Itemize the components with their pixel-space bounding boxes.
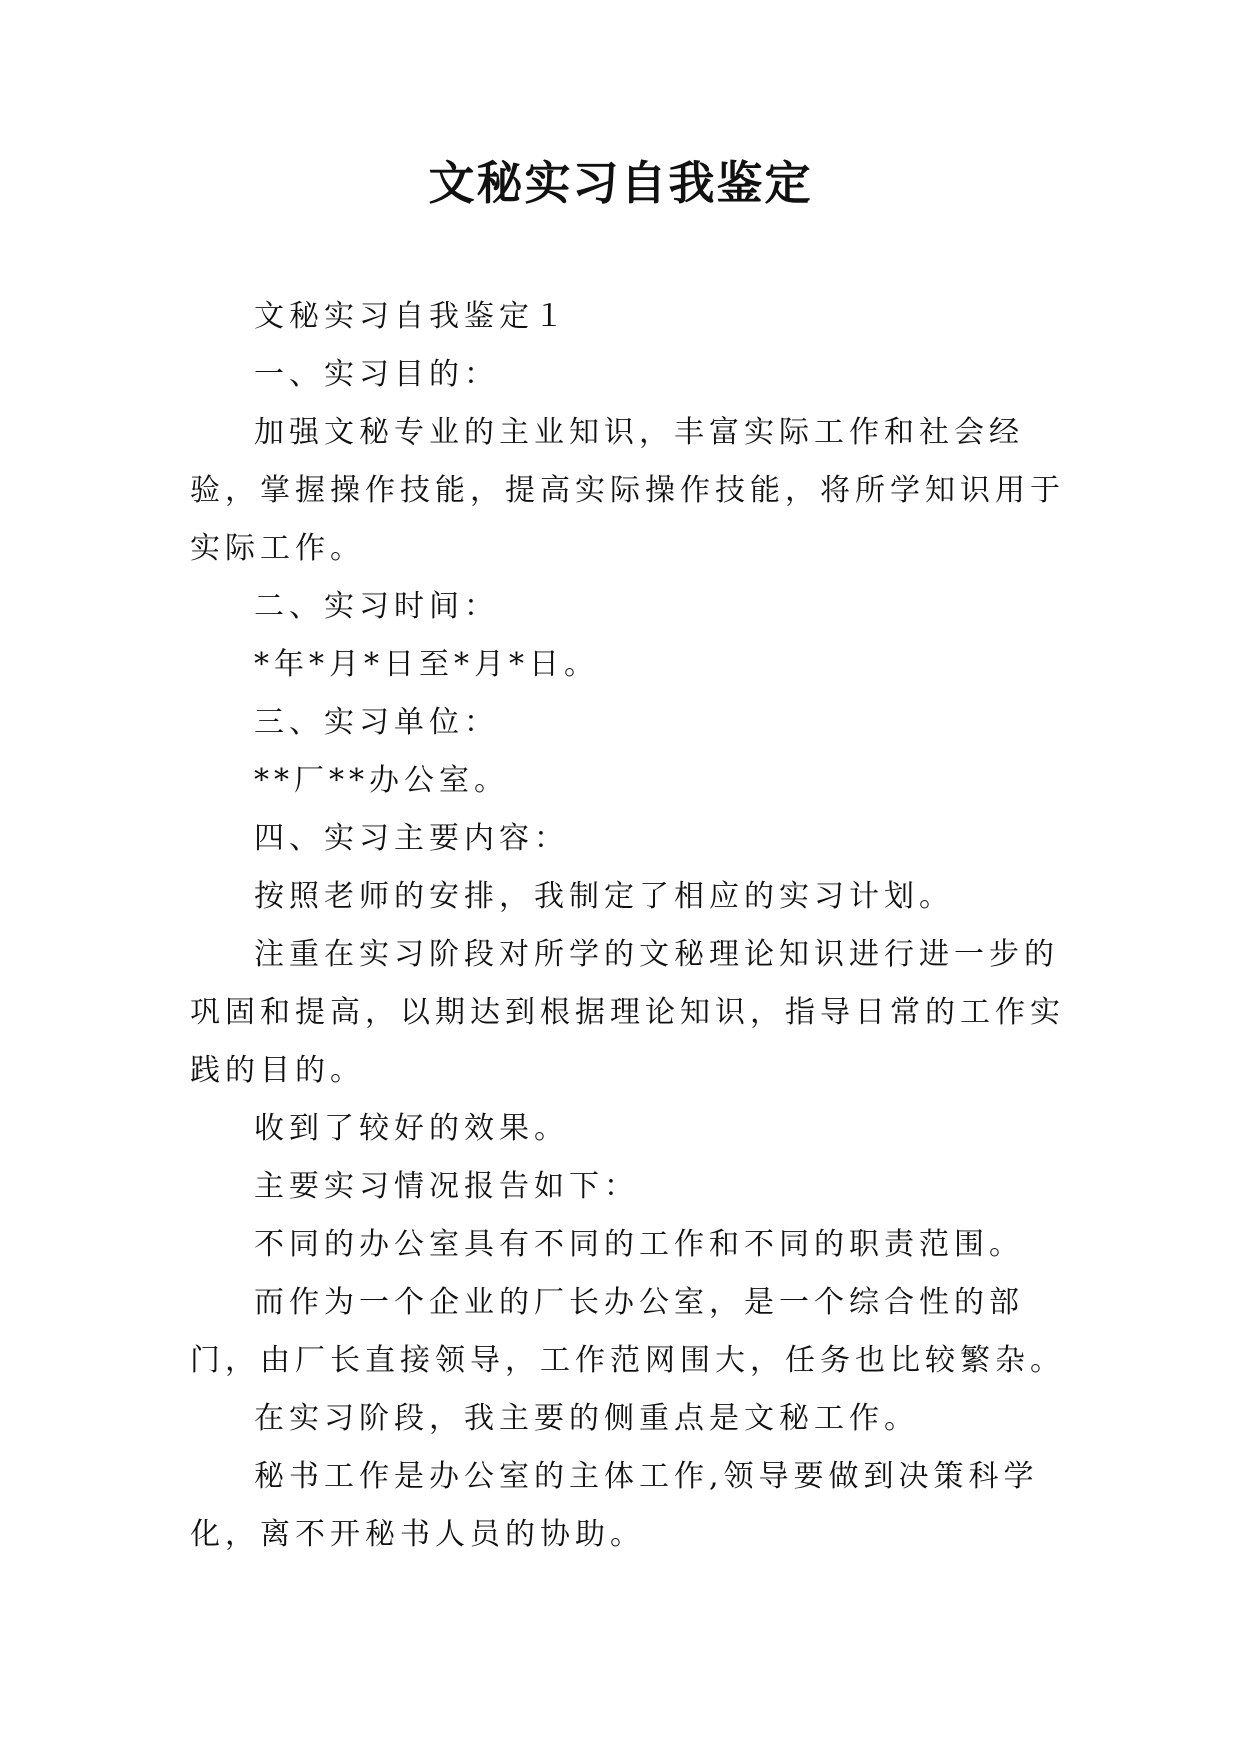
paragraph-secretary-work: 秘书工作是办公室的主体工作,领导要做到决策科学化，离不开秘书人员的协助。 xyxy=(190,1459,1039,1552)
paragraph-offices: 不同的办公室具有不同的工作和不同的职责范围。 xyxy=(254,1227,1024,1262)
document-body xyxy=(190,288,1070,1564)
paragraph-purpose: 加强文秘专业的主业知识，丰富实际工作和社会经验，掌握操作技能，提高实际操作技能，将所学知识用于实际工作。 xyxy=(190,415,1065,566)
section-heading-1: 文秘实习自我鉴定１ xyxy=(254,299,569,334)
paragraph-report-intro: 主要实习情况报告如下： xyxy=(254,1169,639,1204)
paragraph-director-office: 而作为一个企业的厂长办公室，是一个综合性的部门，由厂长直接领导，工作范网围大，任务也比较繁杂。 xyxy=(190,1285,1065,1378)
paragraph-result: 收到了较好的效果。 xyxy=(254,1111,569,1146)
subheading-content: 四、实习主要内容： xyxy=(254,821,569,856)
paragraph-time: *年*月*日至*月*日。 xyxy=(254,647,599,682)
paragraph-emphasis: 在实习阶段，我主要的侧重点是文秘工作。 xyxy=(254,1401,919,1436)
subheading-unit: 三、实习单位： xyxy=(254,705,499,740)
document-title: 文秘实习自我鉴定 xyxy=(428,156,813,210)
paragraph-focus: 注重在实习阶段对所学的文秘理论知识进行进一步的巩固和提高，以期达到根据理论知识，指导日常的工作实践的目的。 xyxy=(190,937,1065,1088)
paragraph-plan: 按照老师的安排，我制定了相应的实习计划。 xyxy=(254,879,954,914)
paragraph-unit: **厂**办公室。 xyxy=(254,763,509,798)
subheading-time: 二、实习时间： xyxy=(254,589,499,624)
subheading-purpose: 一、实习目的： xyxy=(254,357,499,392)
